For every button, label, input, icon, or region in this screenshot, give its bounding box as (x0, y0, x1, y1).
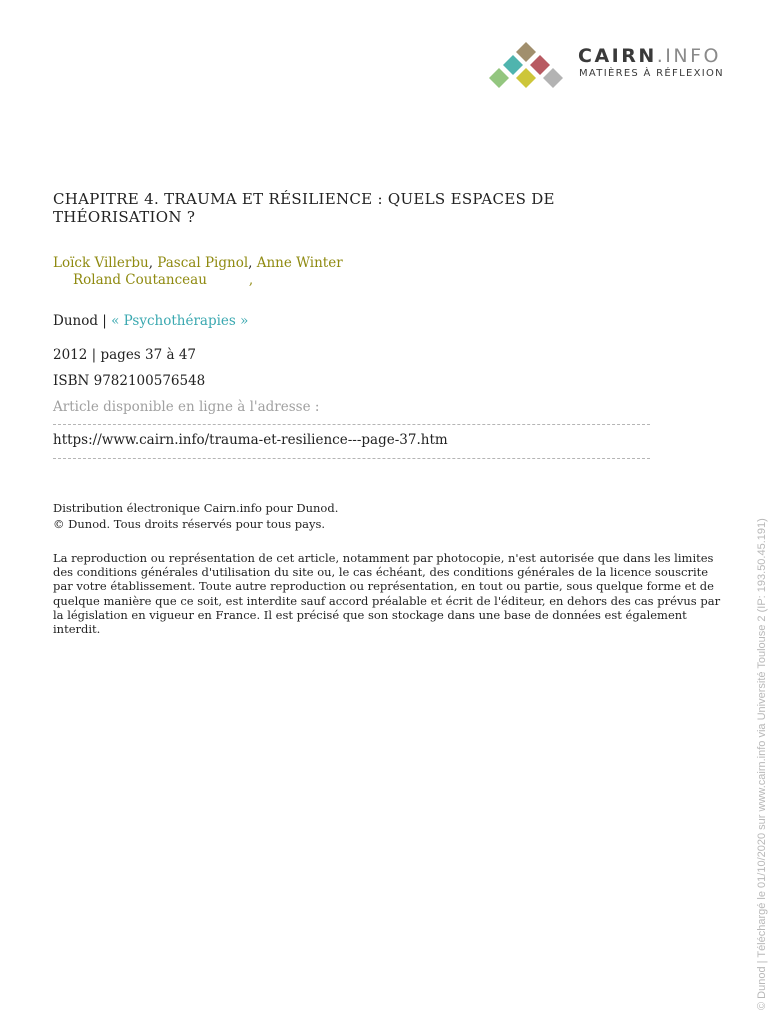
logo-tile-2 (503, 55, 523, 75)
publisher-name: Dunod (53, 313, 98, 329)
article-url[interactable]: https://www.cairn.info/trauma-et-resilience---page-37.htm (53, 432, 448, 448)
logo-tile-5 (516, 68, 536, 88)
logo-tile-4 (489, 68, 509, 88)
copyright-text: © Dunod. Tous droits réservés pour tous pays. (53, 517, 326, 531)
cairn-diamond-icon (486, 40, 576, 90)
publisher-line: Dunod | « Psychothérapies » (53, 313, 249, 329)
availability-label: Article disponible en ligne à l'adresse : (53, 399, 320, 415)
isbn: ISBN 9782100576548 (53, 373, 206, 389)
author-link[interactable]: Anne Winter (256, 255, 343, 271)
brand-tagline: MATIÈRES À RÉFLEXION (579, 68, 724, 79)
legal-notice: La reproduction ou représentation de cet article, notamment par photocopie, n'est autorisée que dans les limites des conditions générales d'utilisation du site ou, le cas échéant, des conditions générales de la licence souscrite par votre établissement. Toute autre reproduction ou représentation, en tout ou partie, sous quelque forme et de quelque manière que ce soit, est interdite sauf accord préalable et écrit de l'éditeur, en dehors des cas prévus par la législation en vigueur en France. Il est précisé que son stockage dans une base de données est également interdit. (53, 551, 721, 637)
download-stamp: © Dunod | Téléchargé le 01/10/2020 sur www.cairn.info via Université Toulouse 2 (IP: 193.50.45.191) (756, 518, 768, 1010)
distribution-notice (53, 500, 338, 532)
author-list: Loïck Villerbu, Pascal Pignol, Anne Winter Roland Coutanceau , (53, 255, 343, 288)
year-pages: 2012 | pages 37 à 47 (53, 347, 197, 363)
logo-tile-3 (530, 55, 550, 75)
distribution-text: Distribution électronique Cairn.info pour Dunod. (53, 501, 339, 515)
collection-link[interactable]: « Psychothérapies » (111, 313, 249, 329)
cairn-logo[interactable] (486, 40, 726, 90)
divider (53, 424, 650, 425)
logo-tile-6 (543, 68, 563, 88)
divider (53, 458, 650, 459)
author-link[interactable]: Loïck Villerbu (53, 255, 149, 271)
brand-name: CAIRN.INFO (578, 45, 721, 67)
author-link[interactable]: Pascal Pignol (157, 255, 249, 271)
logo-tile-1 (516, 42, 536, 62)
author-link[interactable]: Roland Coutanceau (73, 272, 207, 288)
chapter-title: CHAPITRE 4. TRAUMA ET RÉSILIENCE : QUELS ESPACES DE THÉORISATION ? (53, 190, 555, 226)
